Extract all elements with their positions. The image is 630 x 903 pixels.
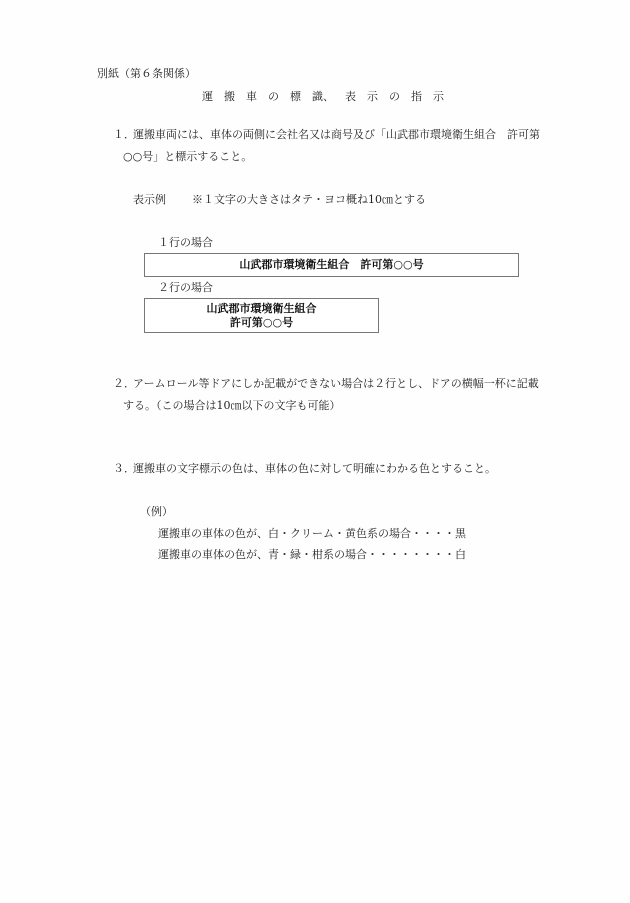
title-char: 示 <box>367 90 378 103</box>
title-char: 識、 <box>312 90 334 103</box>
item-1-line1: 運搬車両には、車体の両側に会社名又は商号及び「山武郡市環境衛生組合 許可第 <box>133 128 540 141</box>
color-example-label: （例） <box>140 505 173 518</box>
two-line-sign-line1: 山武郡市環境衛生組合 <box>206 302 317 315</box>
color-example-row-light: 運搬車の車体の色が、白・クリーム・黄色系の場合・・・・黒 <box>158 527 466 540</box>
item-3-line1: 運搬車の文字標示の色は、車体の色に対して明確にわかる色とすること。 <box>133 462 496 475</box>
two-line-label: ２行の場合 <box>158 281 213 294</box>
item-1-number: １． <box>113 128 135 141</box>
title-char: 標 <box>290 90 301 103</box>
display-example-label: 表示例 <box>133 193 166 206</box>
item-2-line2: する。（この場合は10㎝以下の文字も可能） <box>123 399 341 412</box>
title-char: 指 <box>411 90 422 103</box>
one-line-sign-example <box>144 253 519 277</box>
color-example-row-dark: 運搬車の車体の色が、青・緑・柑系の場合・・・・・・・・白 <box>158 548 466 561</box>
title-char: の <box>268 90 279 103</box>
one-line-sign-text: 山武郡市環境衛生組合 許可第○○号 <box>239 258 424 271</box>
item-2-number: ２． <box>113 377 135 390</box>
item-1-line2: ○○号」と標示すること。 <box>123 150 253 163</box>
title-char: 示 <box>433 90 444 103</box>
title-char: 車 <box>246 90 257 103</box>
title-char: 運 <box>202 90 213 103</box>
title-char: 搬 <box>224 90 235 103</box>
page-title <box>202 90 455 104</box>
attachment-label: 別紙（第６条関係） <box>97 67 196 80</box>
two-line-sign-line2: 許可第○○号 <box>229 316 294 329</box>
title-char: の <box>389 90 400 103</box>
title-char: 表 <box>345 90 356 103</box>
one-line-label: １行の場合 <box>158 236 213 249</box>
two-line-sign-example <box>144 298 379 333</box>
item-3-number: ３． <box>113 462 135 475</box>
display-example-note: ※１文字の大きさはタテ・ヨコ概ね10㎝とする <box>192 193 426 206</box>
item-2-line1: アームロール等ドアにしか記載ができない場合は２行とし、ドアの横幅一杯に記載 <box>133 377 539 390</box>
